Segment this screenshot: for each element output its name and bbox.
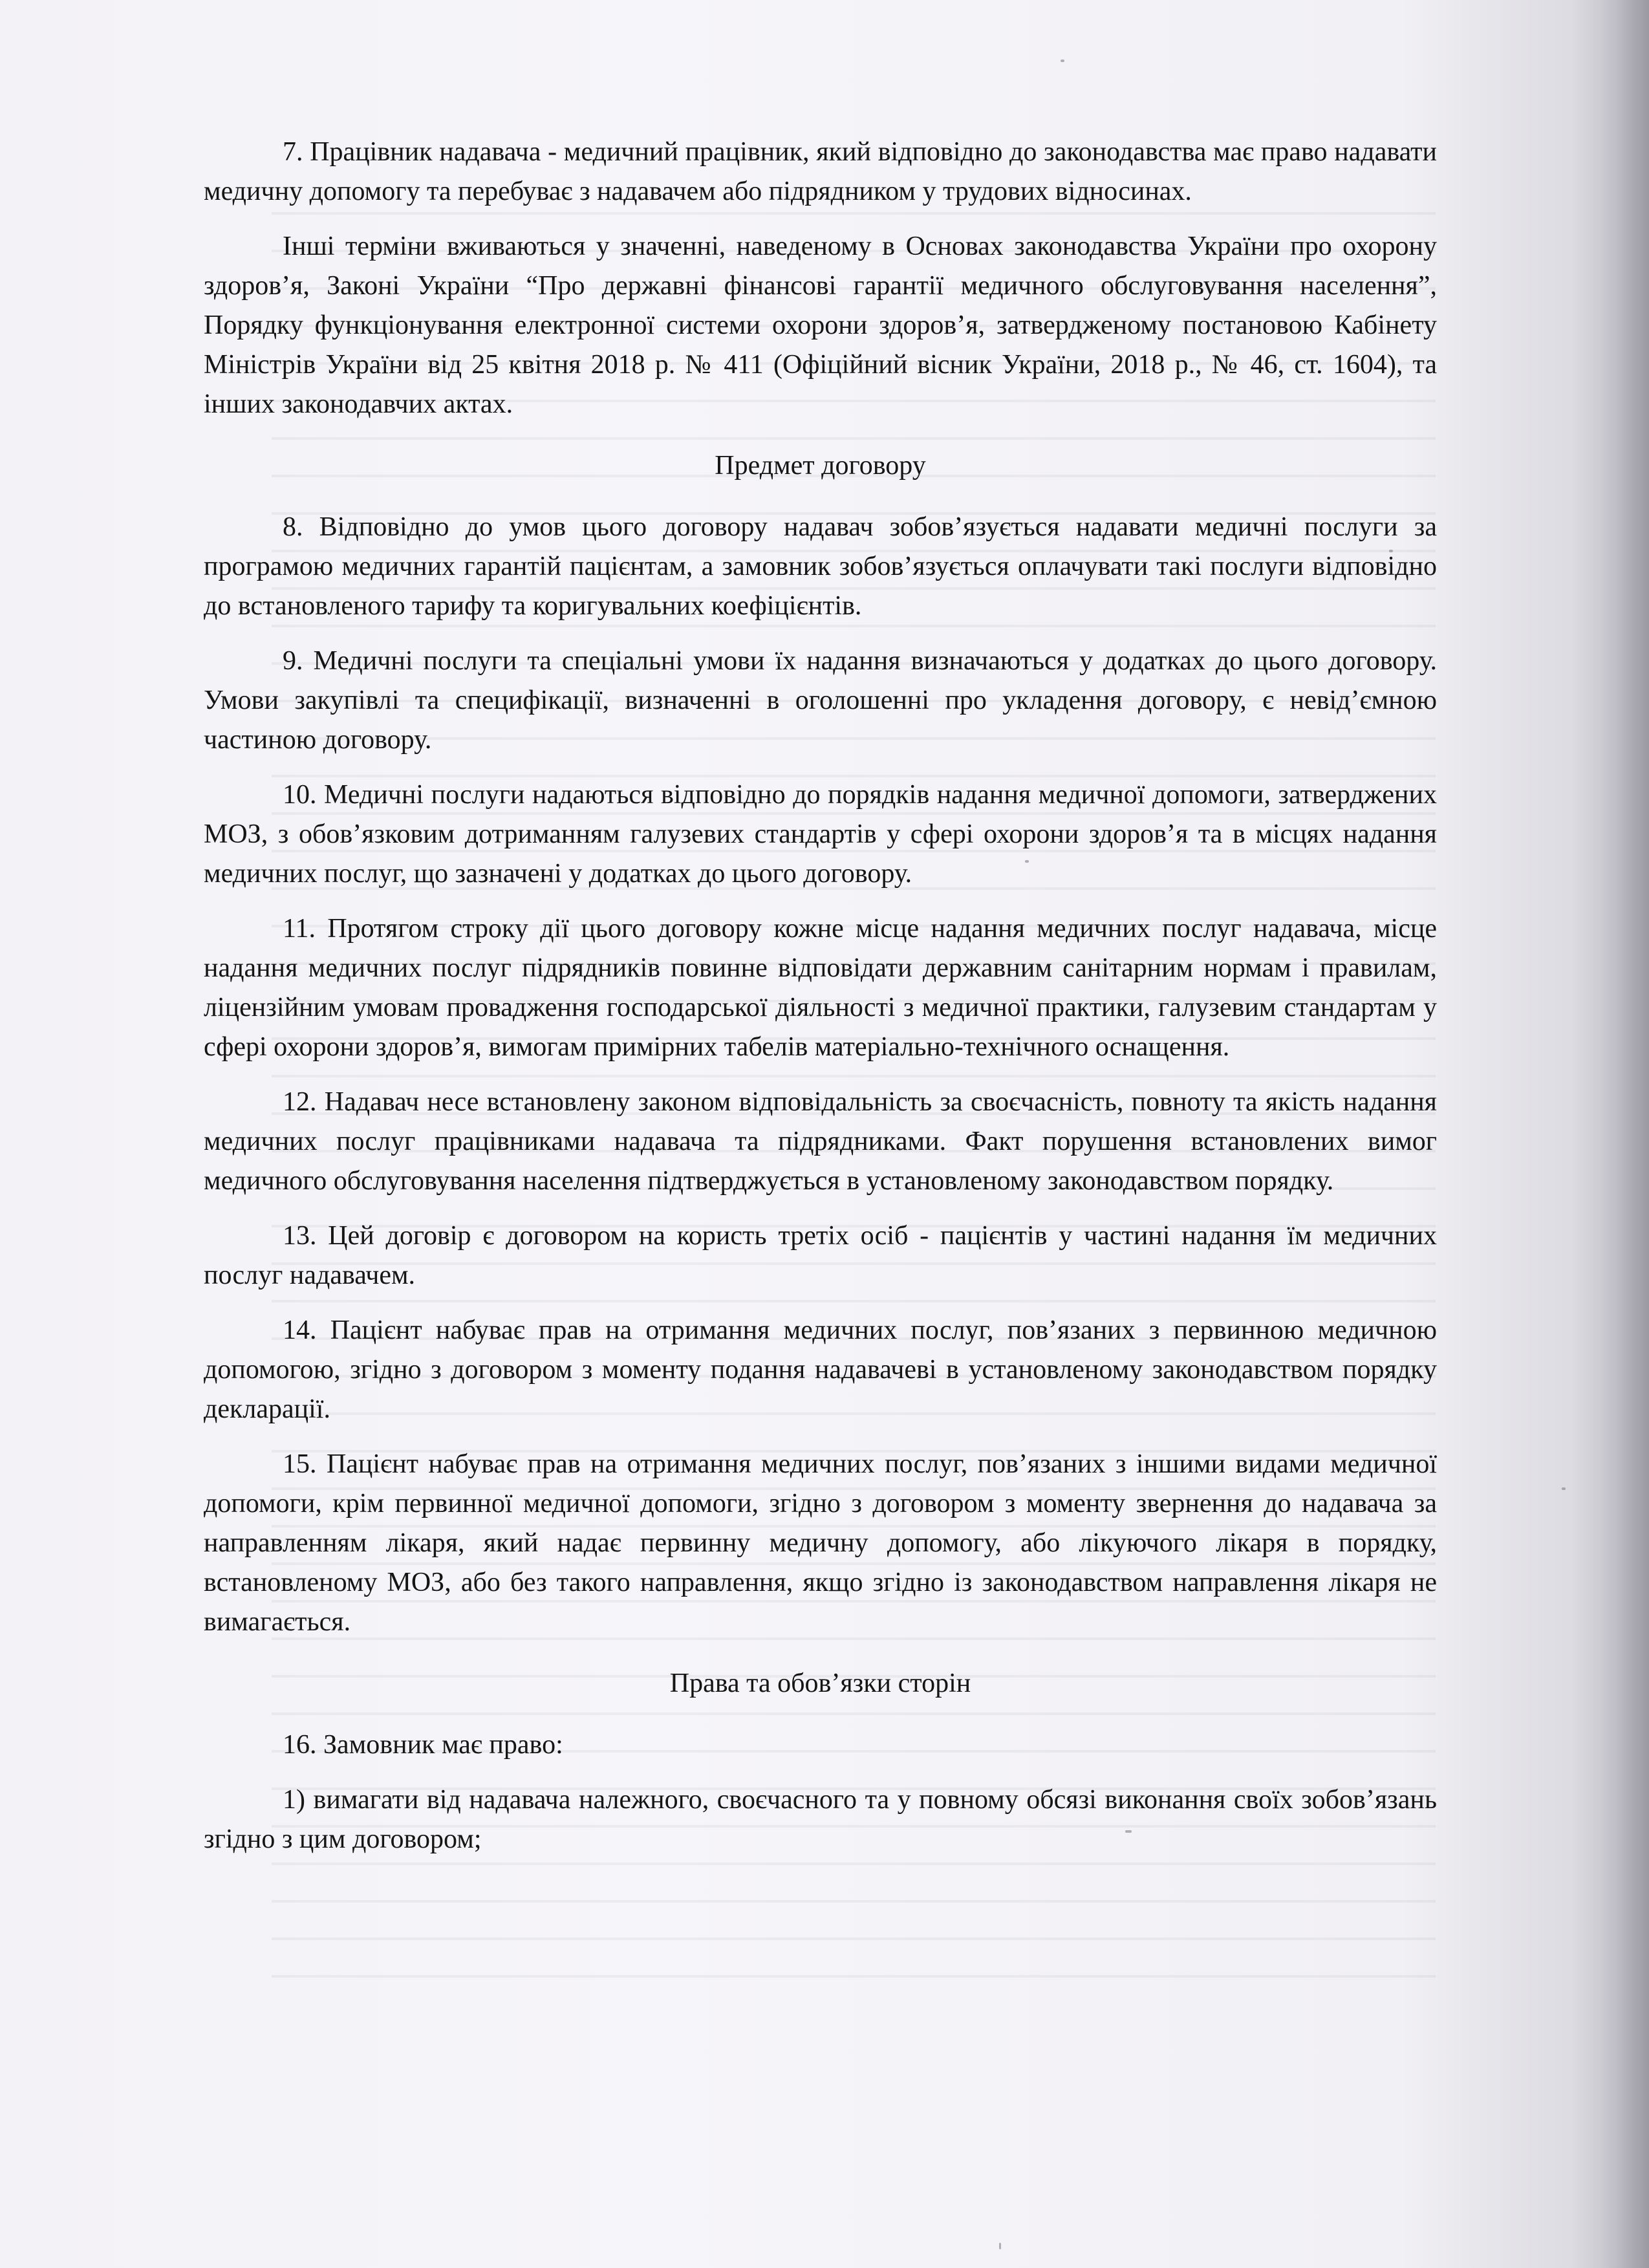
scan-speck [1061, 59, 1064, 62]
paragraph-9: 9. Медичні послуги та спеціальні умови їх надання визначаються у додатках до цього договору. Умови закупівлі та специфікації, визначенні в оголошенні про укладення договору, є невід’ємною частиною договору. [204, 646, 1437, 755]
paragraph-12: 12. Надавач несе встановлену законом відповідальність за своєчасність, повноту та якість надання медичних послуг працівниками надавача та підрядниками. Факт порушення встановлених вимог медичного обслуговування населення підтверджується в установленому законодавством порядку. [204, 1087, 1437, 1196]
paragraph-8: 8. Відповідно до умов цього договору надавач зобов’язується надавати медичні послуги за програмою медичних гарантій пацієнтам, а замовник зобов’язується оплачувати такі послуги відповідно до встановленого тарифу та коригувальних коефіцієнтів. [204, 512, 1437, 621]
paragraph-other-terms: Інші терміни вживаються у значенні, наведеному в Основах законодавства України про охорону здоров’я, Законі України “Про державні фінансові гарантії медичного обслуговування населення”, Порядку функціонування електронної системи охорони здоров’я, затвердженому постановою Кабінету Міністрів України від 25 квітня 2018 р. № 411 (Офіційний вісник України, 2018 р., № 46, ст. 1604), та інших законодавчих актах. [204, 232, 1437, 419]
paragraph-13: 13. Цей договір є договором на користь третіх осіб - пацієнтів у частині надання їм медичних послуг надавачем. [204, 1221, 1437, 1290]
paragraph-16: 16. Замовник має право: [283, 1730, 563, 1760]
page-edge-shadow [1571, 0, 1649, 2268]
paragraph-10: 10. Медичні послуги надаються відповідно до порядків надання медичної допомоги, затверджених МОЗ, з обов’язковим дотриманням галузевих стандартів у сфері охорони здоров’я та в місцях надання медичних послуг, що зазначені у додатках до цього договору. [204, 780, 1437, 889]
document-body [204, 133, 1437, 1859]
paragraph-7: 7. Працівник надавача - медичний працівник, який відповідно до законодавства має право надавати медичну допомогу та перебуває з надавачем або підрядником у трудових відносинах. [204, 137, 1437, 206]
section-heading-subject: Предмет договору [715, 451, 926, 481]
paragraph-16-item-1: 1) вимагати від надавача належного, своєчасного та у повному обсязі виконання своїх зобов’язань згідно з цим договором; [204, 1785, 1437, 1854]
scan-speck [1562, 1487, 1566, 1490]
scan-speck [999, 2243, 1001, 2249]
paragraph-15: 15. Пацієнт набуває прав на отримання медичних послуг, пов’язаних з іншими видами медичної допомоги, крім первинної медичної допомоги, згідно з договором з моменту звернення до надавача за направленням лікаря, який надає первинну медичну допомогу, або лікуючого лікаря в порядку, встановленому МОЗ, або без такого направлення, якщо згідно із законодавством направлення лікаря не вимагається. [204, 1449, 1437, 1637]
paragraph-14: 14. Пацієнт набуває прав на отримання медичних послуг, пов’язаних з первинною медичною допомогою, згідно з договором з моменту подання надавачеві в установленому законодавством порядку декларації. [204, 1315, 1437, 1424]
paragraph-11: 11. Протягом строку дії цього договору кожне місце надання медичних послуг надавача, місце надання медичних послуг підрядників повинне відповідати державним санітарним нормам і правилам, ліцензійним умовам провадження господарської діяльності з медичної практики, галузевим стандартам у сфері охорони здоров’я, вимогам примірних табелів матеріально-технічного оснащення. [204, 914, 1437, 1062]
section-heading-rights: Права та обов’язки сторін [669, 1669, 971, 1698]
